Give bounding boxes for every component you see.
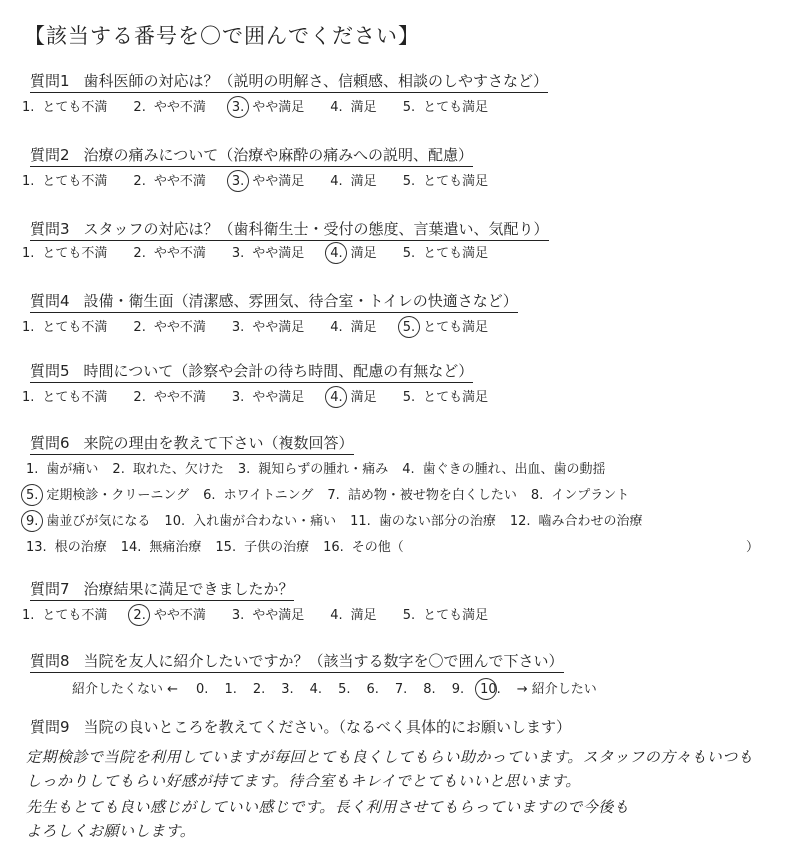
q4-option-1 xyxy=(22,316,107,335)
q2-option-1 xyxy=(22,170,107,189)
question-8-text: 当院を友人に紹介したいですか？（該当する数字を〇で囲んで下さい） xyxy=(83,652,564,670)
q3-option-4 xyxy=(330,242,376,261)
scale-value-1: 1. xyxy=(224,682,237,697)
q7-option-number: 4. xyxy=(330,608,343,623)
q1-option-number: 3. xyxy=(231,100,245,115)
q2-option-label: やや満足 xyxy=(252,174,305,189)
scale-value-3: 3. xyxy=(281,682,294,697)
question-6-row-3 xyxy=(26,510,657,529)
q4-option-number: 2. xyxy=(133,320,146,335)
q7-option-number: 3. xyxy=(231,608,245,623)
q4-option-label: とても不満 xyxy=(42,320,108,335)
handwritten-line-4: よろしくお願いします。 xyxy=(26,822,196,840)
q1-option-number: 2. xyxy=(133,100,146,115)
reason-option xyxy=(26,458,98,477)
q5-option-label: やや満足 xyxy=(252,390,305,405)
q3-option-number: 3. xyxy=(231,246,245,261)
question-6-number: 質問6 xyxy=(30,434,70,452)
q4-option-label: 満足 xyxy=(350,320,377,335)
reason-option xyxy=(531,484,629,503)
q7-option-number: 1. xyxy=(22,608,35,623)
scale-value-5: 5. xyxy=(338,682,351,697)
reason-number: 14. xyxy=(120,540,142,555)
reason-number: 13. xyxy=(26,540,47,555)
reason-number: 2. xyxy=(112,462,125,477)
reason-number: 15. xyxy=(215,540,237,555)
question-5-options xyxy=(22,386,514,405)
q1-option-1 xyxy=(22,96,107,115)
q4-option-number: 5. xyxy=(402,320,416,335)
question-9-title xyxy=(30,716,571,737)
q7-option-4 xyxy=(330,604,376,623)
scale-value-0: 0. xyxy=(196,682,209,697)
instruction-header: 【該当する番号を〇で囲んでください】 xyxy=(24,24,420,48)
reason-label: 子供の治療 xyxy=(244,540,310,555)
question-5-text: 時間について（診察や会計の待ち時間、配慮の有無など） xyxy=(83,362,474,380)
q5-option-2 xyxy=(133,386,205,405)
question-8-number: 質問8 xyxy=(30,652,70,670)
reason-label: その他（ xyxy=(351,540,404,555)
q7-option-label: とても満足 xyxy=(423,608,489,623)
q3-option-3 xyxy=(232,242,304,261)
q3-option-label: やや満足 xyxy=(252,246,305,261)
q1-option-number: 5. xyxy=(402,100,416,115)
q2-option-label: やや不満 xyxy=(153,174,206,189)
q1-option-label: やや満足 xyxy=(252,100,305,115)
reason-label: 根の治療 xyxy=(54,540,107,555)
q4-option-5 xyxy=(403,316,488,335)
scale-values xyxy=(196,682,517,697)
q1-option-label: とても満足 xyxy=(423,100,489,115)
handwritten-line-1: 定期検診で当院を利用していますが毎回とても良くしてもらい助かっています。スタッフの方々もいつも xyxy=(26,748,754,766)
scale-value-2: 2. xyxy=(252,682,266,697)
q4-option-number: 4. xyxy=(330,320,343,335)
q7-option-1 xyxy=(22,604,107,623)
q7-option-label: やや満足 xyxy=(252,608,305,623)
reason-number: 7. xyxy=(327,488,340,503)
question-6-text: 来院の理由を教えて下さい（複数回答） xyxy=(83,434,354,452)
q1-option-number: 4. xyxy=(330,100,343,115)
reason-option xyxy=(26,484,189,503)
q3-option-number: 4. xyxy=(330,246,343,261)
q5-option-label: とても満足 xyxy=(423,390,489,405)
reason-label: 嚙み合わせの治療 xyxy=(538,514,643,529)
scale-value-10: 10. xyxy=(480,682,501,697)
q4-option-label: やや満足 xyxy=(252,320,305,335)
reason-option xyxy=(26,536,107,555)
reason-label: 親知らずの腫れ・痛み xyxy=(258,462,389,477)
q3-option-5 xyxy=(403,242,488,261)
handwritten-line-3: 先生もとても良い感じがしていい感じです。長く利用させてもらっていますので今後も xyxy=(26,798,630,816)
reason-number: 12. xyxy=(509,514,531,529)
q3-option-label: 満足 xyxy=(350,246,377,261)
reason-label: 詰め物・被せ物を白くしたい xyxy=(347,488,517,503)
question-7-title xyxy=(30,578,294,601)
scale-left-label: 紹介したくない ← xyxy=(72,682,179,697)
reason-number: 1. xyxy=(26,462,39,477)
question-4-number: 質問4 xyxy=(30,292,70,310)
q5-option-number: 1. xyxy=(22,390,35,405)
question-5-number: 質問5 xyxy=(30,362,70,380)
question-3-number: 質問3 xyxy=(30,220,70,238)
q5-option-label: やや不満 xyxy=(153,390,206,405)
q7-option-number: 2. xyxy=(133,608,146,623)
q4-option-number: 1. xyxy=(22,320,35,335)
q2-option-5 xyxy=(403,170,488,189)
reason-option xyxy=(203,484,313,503)
reason-label: ホワイトニング xyxy=(223,488,314,503)
question-1-number: 質問1 xyxy=(30,72,70,90)
q3-option-label: とても不満 xyxy=(42,246,108,261)
q7-option-label: やや不満 xyxy=(153,608,206,623)
q3-option-2 xyxy=(133,242,205,261)
q7-option-2 xyxy=(133,604,205,623)
reason-option xyxy=(238,458,388,477)
question-1-title xyxy=(30,70,548,93)
q4-option-number: 3. xyxy=(231,320,245,335)
q2-option-3 xyxy=(232,170,304,189)
question-6-row-1 xyxy=(26,458,619,477)
q4-option-label: とても満足 xyxy=(423,320,489,335)
reason-number: 3. xyxy=(237,462,251,477)
scale-right-label: → 紹介したい xyxy=(516,682,597,697)
q2-option-label: とても満足 xyxy=(423,174,489,189)
q7-option-3 xyxy=(232,604,304,623)
reason-option xyxy=(112,458,223,477)
q2-option-number: 2. xyxy=(133,174,146,189)
q2-option-2 xyxy=(133,170,205,189)
question-3-options xyxy=(22,242,514,261)
scale-value-6: 6. xyxy=(366,682,379,697)
reason-option xyxy=(402,458,605,477)
q3-option-label: とても満足 xyxy=(423,246,489,261)
question-4-text: 設備・衛生面（清潔感、雰囲気、待合室・トイレの快適さなど） xyxy=(83,292,518,310)
question-9-number: 質問9 xyxy=(30,718,70,736)
reason-number: 5. xyxy=(26,488,39,503)
q2-option-number: 1. xyxy=(22,174,35,189)
q2-option-number: 5. xyxy=(402,174,416,189)
q7-option-label: 満足 xyxy=(350,608,377,623)
q2-option-number: 3. xyxy=(231,174,245,189)
q5-option-number: 4. xyxy=(330,390,343,405)
q1-option-label: とても不満 xyxy=(42,100,108,115)
reason-label: インプラント xyxy=(551,488,630,503)
q1-option-number: 1. xyxy=(22,100,35,115)
q5-option-label: とても不満 xyxy=(42,390,108,405)
question-8-scale xyxy=(72,678,597,697)
q1-option-2 xyxy=(133,96,205,115)
q5-option-5 xyxy=(403,386,488,405)
question-6-row-4 xyxy=(26,536,418,555)
question-3-title xyxy=(30,218,549,241)
q2-option-4 xyxy=(330,170,376,189)
reason-label: 取れた、欠けた xyxy=(132,462,224,477)
reason-option xyxy=(164,510,336,529)
question-1-options xyxy=(22,96,514,115)
q5-option-number: 5. xyxy=(402,390,416,405)
reason-label: 歯ぐきの腫れ、出血、歯の動揺 xyxy=(422,462,606,477)
q3-option-label: やや不満 xyxy=(153,246,206,261)
reason-number: 10. xyxy=(164,514,186,529)
q1-option-5 xyxy=(403,96,488,115)
question-6-title xyxy=(30,432,354,455)
q3-option-number: 1. xyxy=(22,246,35,261)
question-6-close-paren: ） xyxy=(746,540,760,555)
q4-option-2 xyxy=(133,316,205,335)
q1-option-3 xyxy=(232,96,304,115)
reason-option xyxy=(121,536,202,555)
scale-value-8: 8. xyxy=(423,682,436,697)
question-5-title xyxy=(30,360,473,383)
reason-label: 定期検診・クリーニング xyxy=(46,488,190,503)
question-7-options xyxy=(22,604,514,623)
question-8-title xyxy=(30,650,564,673)
reason-number: 6. xyxy=(203,488,216,503)
q1-option-label: 満足 xyxy=(350,100,377,115)
reason-option xyxy=(26,510,150,529)
question-7-number: 質問7 xyxy=(30,580,70,598)
reason-option xyxy=(510,510,643,529)
question-2-options xyxy=(22,170,514,189)
q1-option-4 xyxy=(330,96,376,115)
reason-number: 4. xyxy=(402,462,415,477)
question-1-text: 歯科医師の対応は？（説明の明解さ、信頼感、相談のしやすさなど） xyxy=(83,72,548,90)
reason-option xyxy=(215,536,309,555)
q1-option-label: やや不満 xyxy=(153,100,206,115)
question-2-text: 治療の痛みについて（治療や麻酔の痛みへの説明、配慮） xyxy=(83,146,473,164)
reason-number: 11. xyxy=(350,514,371,529)
q3-option-number: 5. xyxy=(402,246,416,261)
reason-label: 歯並びが気になる xyxy=(46,514,151,529)
handwritten-line-2: しっかりしてもらい好感が持てます。待合室もキレイでとてもいいと思います。 xyxy=(26,772,581,790)
reason-option xyxy=(327,484,516,503)
q7-option-number: 5. xyxy=(402,608,416,623)
scale-value-9: 9. xyxy=(451,682,465,697)
q7-option-label: とても不満 xyxy=(42,608,108,623)
q5-option-1 xyxy=(22,386,107,405)
q5-option-number: 3. xyxy=(231,390,245,405)
q4-option-label: やや不満 xyxy=(153,320,206,335)
reason-number: 9. xyxy=(26,514,39,529)
q4-option-4 xyxy=(330,316,376,335)
scale-value-4: 4. xyxy=(309,682,323,697)
question-9-text: 当院の良いところを教えてください。（なるべく具体的にお願いします） xyxy=(83,718,572,736)
q4-option-3 xyxy=(232,316,304,335)
reason-label: 歯が痛い xyxy=(46,462,99,477)
q2-option-label: とても不満 xyxy=(42,174,108,189)
q5-option-3 xyxy=(232,386,304,405)
q3-option-1 xyxy=(22,242,107,261)
reason-number: 8. xyxy=(530,488,544,503)
scale-value-7: 7. xyxy=(394,682,408,697)
reason-label: 歯のない部分の治療 xyxy=(378,514,496,529)
question-4-title xyxy=(30,290,518,313)
reason-label: 無痛治療 xyxy=(149,540,202,555)
q5-option-label: 満足 xyxy=(350,390,377,405)
q5-option-4 xyxy=(330,386,376,405)
q2-option-number: 4. xyxy=(330,174,343,189)
question-7-text: 治療結果に満足できましたか？ xyxy=(83,580,294,598)
q5-option-number: 2. xyxy=(133,390,146,405)
question-4-options xyxy=(22,316,514,335)
question-3-text: スタッフの対応は？（歯科衛生士・受付の態度、言葉遣い、気配り） xyxy=(83,220,549,238)
reason-option xyxy=(323,536,404,555)
q3-option-number: 2. xyxy=(133,246,146,261)
reason-option xyxy=(350,510,496,529)
question-2-number: 質問2 xyxy=(30,146,70,164)
question-2-title xyxy=(30,144,473,167)
question-6-row-2 xyxy=(26,484,643,503)
q7-option-5 xyxy=(403,604,488,623)
reason-label: 入れ歯が合わない・痛い xyxy=(193,514,337,529)
reason-number: 16. xyxy=(323,540,344,555)
q2-option-label: 満足 xyxy=(350,174,377,189)
